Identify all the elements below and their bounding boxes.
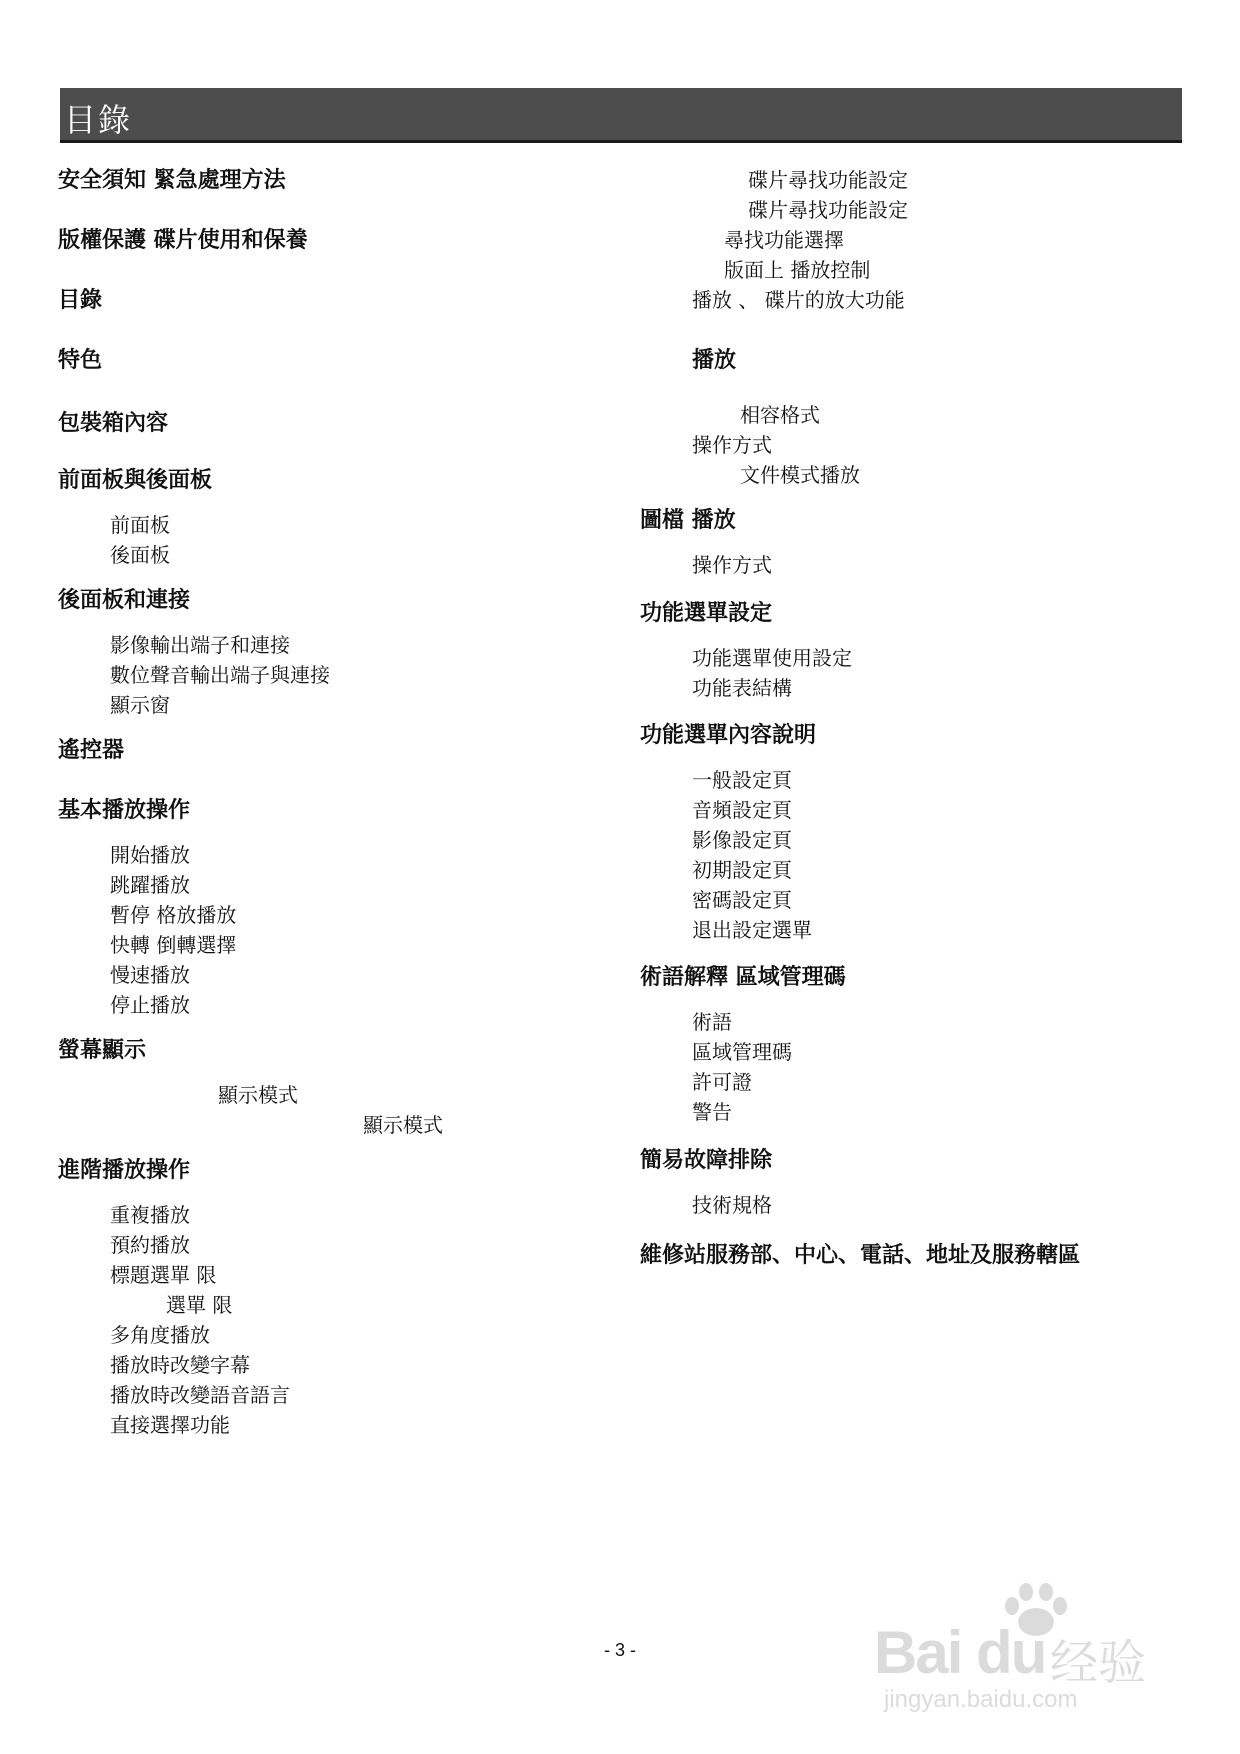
watermark-url: jingyan.baidu.com — [884, 1686, 1078, 1713]
toc-subentry[interactable]: 顯示模式 — [363, 1113, 443, 1137]
toc-subentry[interactable]: 文件模式播放 — [740, 463, 860, 487]
toc-subentry[interactable]: 尋找功能選擇 — [724, 228, 844, 252]
toc-subentry[interactable]: 選單 限 — [166, 1293, 233, 1317]
toc-subentry[interactable]: 初期設定頁 — [692, 858, 792, 882]
toc-subentry[interactable]: 功能選單使用設定 — [692, 646, 852, 670]
toc-subentry[interactable]: 版面上 播放控制 — [724, 258, 871, 282]
toc-subentry[interactable]: 預約播放 — [110, 1233, 190, 1257]
toc-subentry[interactable]: 技術規格 — [692, 1193, 772, 1217]
toc-subentry[interactable]: 許可證 — [692, 1070, 752, 1094]
toc-subentry[interactable]: 一般設定頁 — [692, 768, 792, 792]
toc-entry[interactable]: 特色 — [58, 348, 103, 373]
toc-subentry[interactable]: 播放 、 碟片的放大功能 — [692, 288, 905, 312]
toc-subentry[interactable]: 影像設定頁 — [692, 828, 792, 852]
toc-subentry[interactable]: 區域管理碼 — [692, 1040, 792, 1064]
toc-subentry[interactable]: 密碼設定頁 — [692, 888, 792, 912]
toc-subentry[interactable]: 退出設定選單 — [692, 918, 812, 942]
toc-entry[interactable]: 圖檔 播放 — [640, 508, 736, 533]
toc-subentry[interactable]: 開始播放 — [110, 843, 190, 867]
toc-entry[interactable]: 基本播放操作 — [58, 798, 191, 823]
page-number: - 3 - — [603, 1640, 636, 1660]
toc-entry[interactable]: 安全須知 緊急處理方法 — [58, 168, 286, 193]
toc-entry[interactable]: 簡易故障排除 — [640, 1148, 773, 1173]
toc-entry[interactable]: 包裝箱內容 — [58, 411, 169, 436]
toc-entry[interactable]: 術語解釋 區域管理碼 — [640, 965, 846, 990]
toc-entry[interactable]: 播放 — [692, 348, 737, 373]
toc-subentry[interactable]: 顯示窗 — [110, 693, 170, 717]
toc-subentry[interactable]: 標題選單 限 — [110, 1263, 217, 1287]
toc-entry[interactable]: 螢幕顯示 — [58, 1038, 147, 1063]
toc-subentry[interactable]: 影像輸出端子和連接 — [110, 633, 290, 657]
toc-subentry[interactable]: 操作方式 — [692, 553, 772, 577]
toc-entry[interactable]: 前面板與後面板 — [58, 468, 213, 493]
toc-subentry[interactable]: 停止播放 — [110, 993, 190, 1017]
toc-subentry[interactable]: 碟片尋找功能設定 — [748, 168, 908, 192]
toc-subentry[interactable]: 碟片尋找功能設定 — [748, 198, 908, 222]
toc-subentry[interactable]: 播放時改變字幕 — [110, 1353, 250, 1377]
toc-entry[interactable]: 進階播放操作 — [58, 1158, 191, 1183]
toc-subentry[interactable]: 音頻設定頁 — [692, 798, 792, 822]
toc-entry[interactable]: 功能選單內容說明 — [640, 723, 817, 748]
page-title: 目錄 — [64, 101, 133, 139]
toc-subentry[interactable]: 快轉 倒轉選擇 — [110, 933, 237, 957]
toc-subentry[interactable]: 功能表結構 — [692, 676, 792, 700]
toc-header — [60, 88, 1182, 143]
toc-subentry[interactable]: 相容格式 — [740, 403, 820, 427]
toc-subentry[interactable]: 暫停 格放播放 — [110, 903, 237, 927]
toc-subentry[interactable]: 後面板 — [110, 543, 170, 567]
toc-entry[interactable]: 版權保護 碟片使用和保養 — [58, 228, 308, 253]
baidu-jingyan-watermark — [870, 1580, 1210, 1713]
toc-entry[interactable]: 後面板和連接 — [58, 588, 191, 613]
toc-subentry[interactable]: 警告 — [692, 1100, 732, 1124]
toc-subentry[interactable]: 直接選擇功能 — [110, 1413, 230, 1437]
toc-entry[interactable]: 遙控器 — [58, 738, 125, 763]
toc-entry[interactable]: 功能選單設定 — [640, 601, 773, 626]
toc-subentry[interactable]: 慢速播放 — [110, 963, 190, 987]
toc-subentry[interactable]: 前面板 — [110, 513, 170, 537]
toc-entry[interactable]: 目錄 — [58, 288, 103, 313]
toc-subentry[interactable]: 多角度播放 — [110, 1323, 210, 1347]
watermark-brand-cn: 经验 — [1050, 1635, 1147, 1691]
toc-subentry[interactable]: 術語 — [692, 1010, 732, 1034]
toc-subentry[interactable]: 跳躍播放 — [110, 873, 190, 897]
watermark-brand: Bai du — [874, 1619, 1046, 1686]
toc-subentry[interactable]: 重複播放 — [110, 1203, 190, 1227]
toc-subentry[interactable]: 播放時改變語音語言 — [110, 1383, 290, 1407]
toc-subentry[interactable]: 顯示模式 — [218, 1083, 298, 1107]
toc-subentry[interactable]: 操作方式 — [692, 433, 772, 457]
toc-entry[interactable]: 維修站服務部、中心、電話、地址及服務轄區 — [640, 1243, 1081, 1268]
toc-subentry[interactable]: 數位聲音輸出端子與連接 — [110, 663, 330, 687]
